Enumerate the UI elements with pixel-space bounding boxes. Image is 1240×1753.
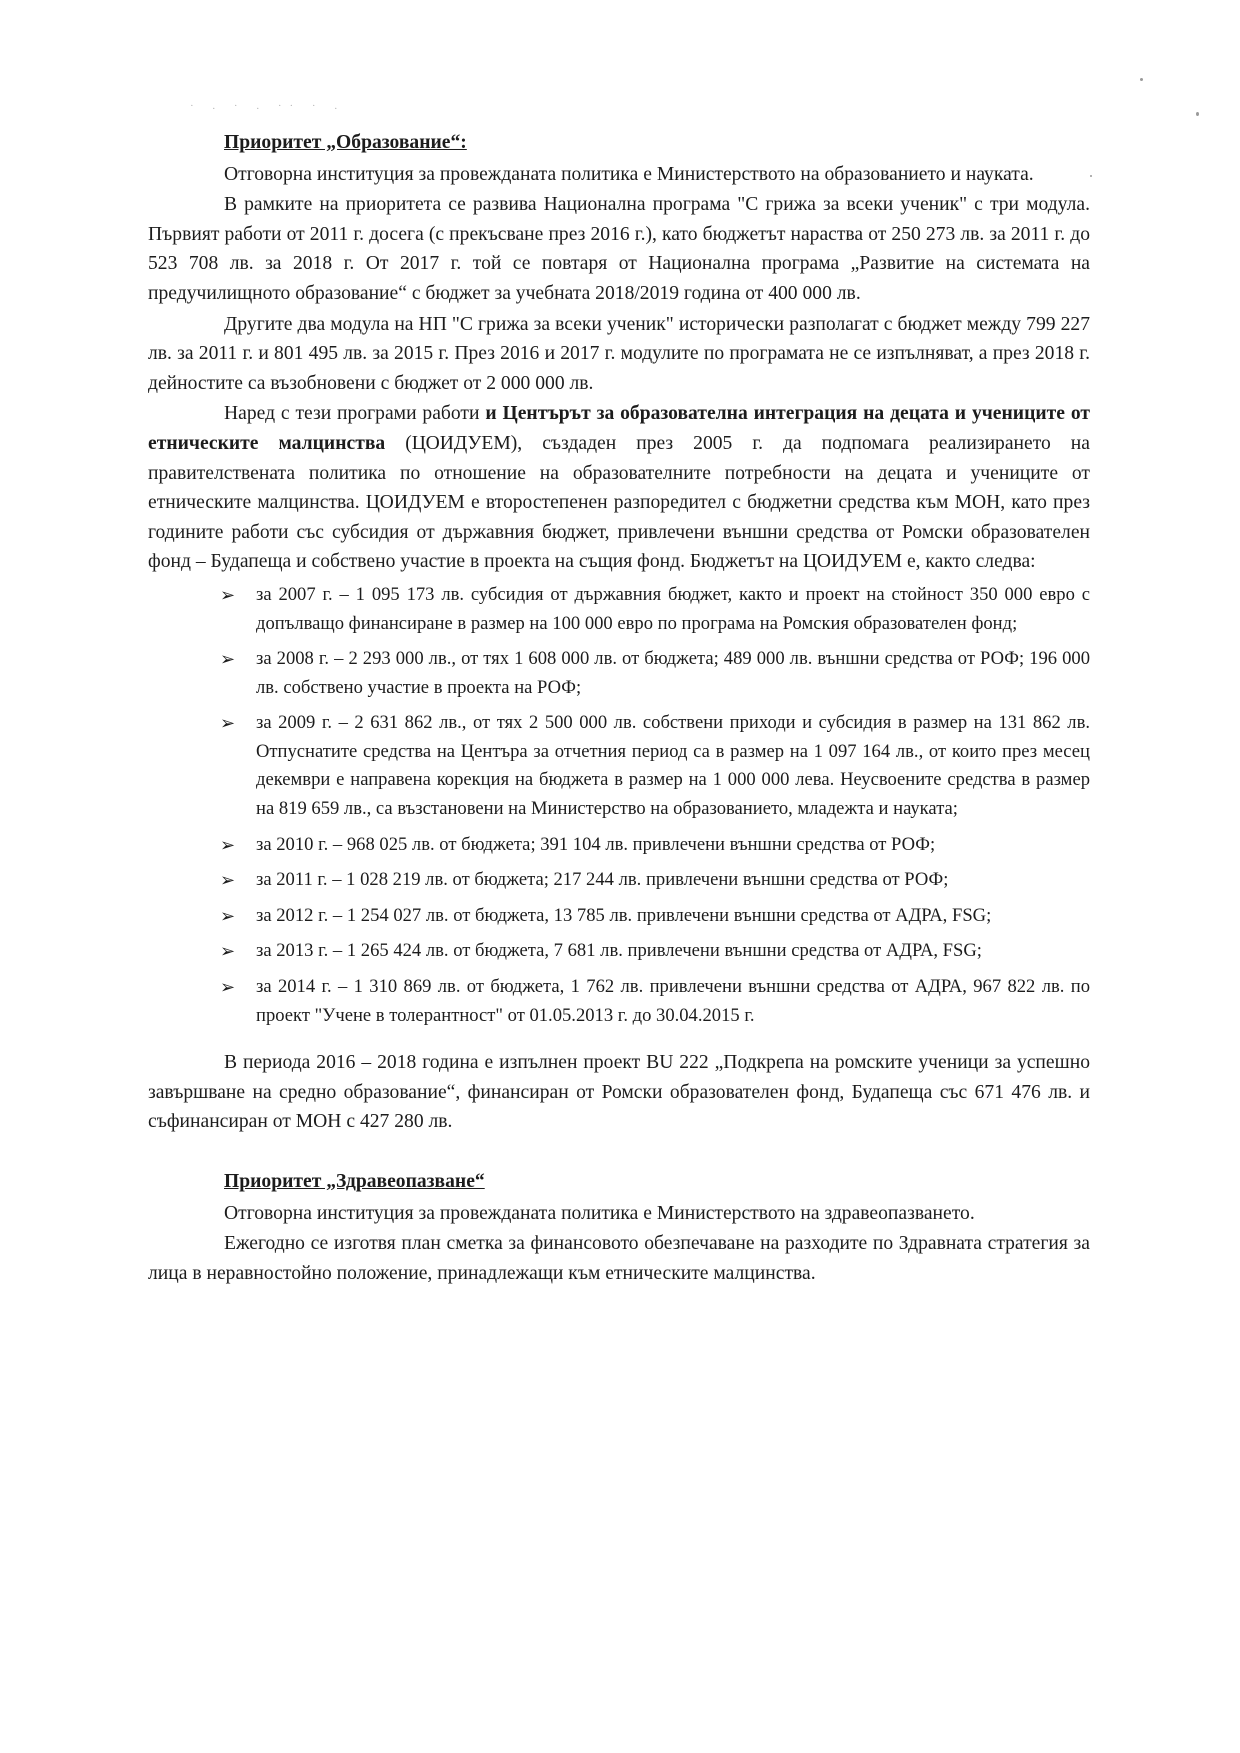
list-item [220, 831, 1090, 860]
coidyem-center-name: и Центърът за образователна интеграция на децата и учениците от етническите малцинства [148, 403, 1090, 454]
budget-item-2013: за 2013 г. – 1 265 424 лв. от бюджета, 7 681 лв. привлечени външни средства от АДРА, FSG; [256, 940, 982, 962]
arrowhead-bullet-icon: ➢ [220, 584, 236, 605]
arrowhead-bullet-icon: ➢ [220, 870, 236, 891]
education-heading: Приоритет „Образование“: [224, 132, 467, 153]
scan-dot [1196, 112, 1199, 116]
arrowhead-bullet-icon: ➢ [220, 834, 236, 855]
scan-dot [1140, 78, 1143, 81]
arrowhead-bullet-icon: ➢ [220, 977, 236, 998]
budget-item-2011: за 2011 г. – 1 028 219 лв. от бюджета; 217 244 лв. привлечени външни средства от РОФ; [256, 869, 949, 891]
scan-noise: · . · . ·· · . [190, 100, 346, 112]
health-section [148, 1167, 1090, 1288]
health-responsible-institution: Отговорна институция за провежданата политика е Министерството на здравеопазването. [224, 1202, 975, 1224]
coidyem-paragraph [148, 399, 1090, 577]
budget-item-2012: за 2012 г. – 1 254 027 лв. от бюджета, 13 785 лв. привлечени външни средства от АДРА, FSG; [256, 904, 992, 926]
arrowhead-bullet-icon: ➢ [220, 941, 236, 962]
budget-item-2010: за 2010 г. – 968 025 лв. от бюджета; 391 104 лв. привлечени външни средства от РОФ; [256, 833, 936, 855]
education-modules-paragraph: Другите два модула на НП "С грижа за всеки ученик" исторически разполагат с бюджет между 799 227 лв. за 2011 г. и 801 495 лв. за 2015 г. През 2016 и 2017 г. модулите по програмата не се изпълняват, а през 2018 г. дейностите са възобновени с бюджет от 2 000 000 лв. [148, 313, 1090, 394]
education-responsible-institution: Отговорна институция за провежданата политика е Министерството на образованието и науката. [224, 163, 1034, 185]
document-body [148, 128, 1090, 1288]
health-plan-paragraph: Ежегодно се изготвя план сметка за финансовото обезпечаване на разходите по Здравната стратегия за лица в неравностойно положение, принадлежащи към етническите малцинства. [148, 1233, 1090, 1284]
budget-item-2014: за 2014 г. – 1 310 869 лв. от бюджета, 1 762 лв. привлечени външни средства от АДРА, 967 822 лв. по проект "Учене в толерантност" от 01.05.2013 г. до 30.04.2015 г. [256, 976, 1090, 1026]
education-program-paragraph: В рамките на приоритета се развива Национална програма "С грижа за всеки ученик" с три модула. Първият работи от 2011 г. досега (с прекъсване през 2016 г.), като бюджетът нараства от 250 273 лв. за 2011 г. до 523 708 лв. за 2018 г. От 2017 г. той се повтаря от Национална програма „Развитие на системата на предучилищното образование“ с бюджет за учебната 2018/2019 година от 400 000 лв. [148, 194, 1090, 304]
education-section [148, 128, 1090, 1137]
coidyem-budget-list [148, 581, 1090, 1030]
list-item [220, 866, 1090, 895]
list-item [220, 581, 1090, 638]
arrowhead-bullet-icon: ➢ [220, 905, 236, 926]
bu222-project-paragraph: В периода 2016 – 2018 година е изпълнен проект BU 222 „Подкрепа на ромските ученици за успешно завършване на средно образование“, финансиран от Ромски образователен фонд, Будапеща със 671 476 лв. и съфинансиран от МОН с 427 280 лв. [148, 1052, 1090, 1133]
budget-item-2007: за 2007 г. – 1 095 173 лв. субсидия от държавния бюджет, както и проект на стойност 350 000 евро с допълващо финансиране в размер на 100 000 евро по програма на Ромския образователен фонд; [256, 583, 1090, 634]
scan-dot [1090, 175, 1092, 177]
list-item [220, 709, 1090, 823]
list-item [220, 902, 1090, 931]
arrowhead-bullet-icon: ➢ [220, 713, 236, 734]
budget-item-2009: за 2009 г. – 2 631 862 лв., от тях 2 500 000 лв. собствени приходи и субсидия в размер на 131 862 лв. Отпуснатите средства на Центъра за отчетния период са в размер на 1 097 164 лв., от които през месец декември е направена корекция на бюджета в размер на 1 000 000 лева. Неусвоените средства в размер на 819 659 лв., са възстановени на Министерство на образованието, младежта и науката; [256, 712, 1090, 820]
coidyem-description: (ЦОИДУЕМ), създаден през 2005 г. да подпомага реализирането на правителствената политика по отношение на образователните потребности на децата и учениците от етническите малцинства. ЦОИДУЕМ е второстепенен разпоредител с бюджетни средства към МОН, като през годините работи със субсидия от държавния бюджет, привлечени външни средства от Ромски образователен фонд – Будапеща и собствено участие в проекта на същия фонд. Бюджетът на ЦОИДУЕМ е, както следва: [148, 432, 1090, 573]
list-item [220, 973, 1090, 1030]
list-item [220, 937, 1090, 966]
health-heading: Приоритет „Здравеопазване“ [224, 1171, 485, 1192]
arrowhead-bullet-icon: ➢ [220, 649, 236, 670]
budget-item-2008: за 2008 г. – 2 293 000 лв., от тях 1 608 000 лв. от бюджета; 489 000 лв. външни средства от РОФ; 196 000 лв. собствено участие в проекта на РОФ; [256, 648, 1090, 698]
coidyem-intro: Наред с тези програми работи [224, 403, 486, 425]
list-item [220, 645, 1090, 702]
